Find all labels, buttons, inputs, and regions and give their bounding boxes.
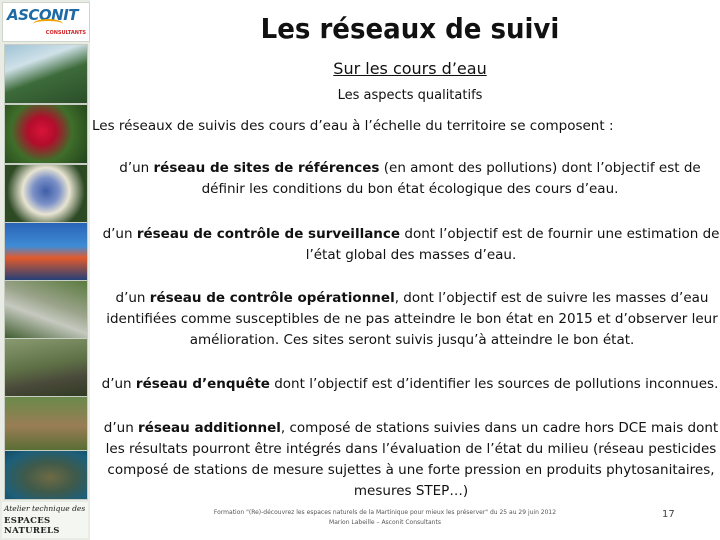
- atelier-logo: [2, 502, 88, 538]
- list-item: [92, 288, 720, 351]
- iguana-photo: [4, 338, 88, 398]
- bullet-keyword: réseau de contrôle de surveillance: [136, 226, 401, 242]
- bullet-prefix: d’un: [119, 160, 154, 176]
- bullet-text: , composé de stations suivies dans un cadre hors DCE mais dont les résultats pourront être intégrés dans l’évaluation de l’état du milieu (réseau pesticides composé de stations de mesure sujettes à une forte pression en produits phytosanitaires, mesures STEP…): [105, 420, 719, 499]
- logo-subtext: CONSULTANTS: [45, 30, 86, 36]
- bullet-prefix: d’un: [102, 226, 137, 242]
- bullet-text: (en amont des pollutions) dont l’objectif est de définir les conditions du bon état écologique des cours d’eau.: [201, 160, 701, 197]
- footer-line-2: Marion Labeille – Asconit Consultants: [329, 519, 441, 526]
- bullet-text: , dont l’objectif est de suivre les masses d’eau identifiées comme susceptibles de ne pas atteindre le bon état en 2015 et d’observer leur amélioration. Ces sites seront suivis jusqu’à atteindre le bon état.: [106, 290, 718, 348]
- page-number: 17: [662, 509, 675, 520]
- blue-flower-photo: [4, 164, 88, 224]
- intro-text: Les réseaux de suivis des cours d’eau à l’échelle du territoire se composent :: [92, 118, 614, 134]
- bullet-prefix: d’un: [115, 290, 150, 306]
- atelier-line-2: ESPACES NATURELS: [4, 516, 60, 536]
- section-heading: Les aspects qualitatifs: [337, 88, 483, 103]
- bullet-prefix: d’un: [101, 376, 136, 392]
- footer-line-1: Formation "(Re)-découvrez les espaces naturels de la Martinique pour mieux les préserver" du 25 au 29 juin 2012: [213, 509, 557, 516]
- list-item: [96, 418, 720, 502]
- bullet-keyword: réseau de sites de références: [153, 160, 380, 176]
- bullet-keyword: réseau d’enquête: [135, 376, 270, 392]
- coral-reef-photo: [4, 222, 88, 282]
- river-photo: [4, 280, 88, 340]
- slide-title: Les réseaux de suivi: [260, 12, 560, 45]
- slide-footer: [170, 508, 600, 528]
- list-item: [100, 158, 720, 200]
- bullet-keyword: réseau additionnel: [138, 420, 281, 436]
- atelier-line-1: Atelier technique des: [4, 504, 86, 513]
- bullet-prefix: d’un: [103, 420, 139, 436]
- logo-text: ASCONIT: [7, 6, 79, 24]
- sea-turtle-photo: [4, 450, 88, 500]
- asconit-logo: [2, 2, 90, 42]
- slide-subtitle: Sur les cours d’eau: [333, 59, 487, 78]
- sidebar-photo-strip: [0, 0, 90, 540]
- bullet-keyword: réseau de contrôle opérationnel: [149, 290, 395, 306]
- coastal-landscape-photo: [4, 44, 88, 104]
- list-item: [100, 374, 720, 395]
- bullet-text: dont l’objectif est d’identifier les sources de pollutions inconnues.: [269, 376, 719, 392]
- logo-swoosh-icon: [33, 19, 63, 29]
- boardwalk-photo: [4, 396, 88, 456]
- bullet-text: dont l’objectif est de fournir une estimation de l’état global des masses d’eau.: [305, 226, 720, 263]
- red-flower-photo: [4, 104, 88, 164]
- list-item: [86, 224, 720, 266]
